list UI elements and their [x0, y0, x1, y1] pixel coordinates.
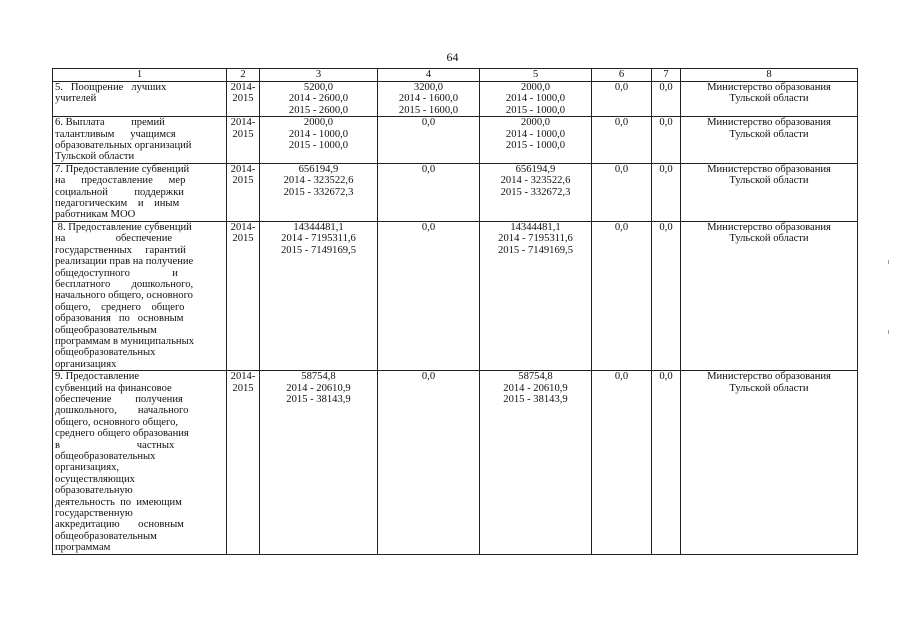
amount-line: 2014 - 7195311,6	[498, 233, 573, 245]
executor-line: Тульской области	[729, 93, 809, 105]
amount-line: 0,0	[421, 221, 436, 233]
measure-name-line: реализации прав на получение	[55, 256, 194, 268]
amount-line: 2015 - 1000,0	[288, 140, 349, 152]
measure-name-line: бесплатного дошкольного,	[55, 278, 194, 290]
measure-name-line: на обеспечение	[55, 233, 173, 245]
amount-cell-col6: 0,0	[592, 117, 652, 164]
column-header-2: 2	[227, 69, 260, 82]
table-body	[53, 82, 858, 555]
measure-name-cell	[53, 371, 227, 555]
measure-name-line: программам	[55, 542, 111, 554]
column-header-5: 5	[480, 69, 592, 82]
amount-line: 2014 - 2600,0	[288, 93, 349, 105]
measure-name-line: образовательных организаций	[55, 140, 192, 152]
amount-line: 0,0	[421, 117, 436, 129]
column-header-7: 7	[652, 69, 681, 82]
amount-line: 2015 - 38143,9	[286, 393, 351, 405]
period-line: 2015	[232, 128, 254, 140]
executor-line: Министерство образования	[707, 221, 831, 233]
measure-name-cell	[53, 117, 227, 164]
amount-cell-col3	[260, 117, 378, 164]
amount-cell-col6: 0,0	[592, 221, 652, 370]
measure-name-line: обеспечение получения	[55, 393, 183, 405]
amount-cell-col3	[260, 371, 378, 555]
amount-line: 2015 - 2600,0	[288, 104, 349, 116]
executor-line: Тульской области	[729, 175, 809, 187]
measure-name-line: субвенций на финансовое	[55, 382, 172, 394]
amount-line: 2015 - 1600,0	[398, 104, 459, 116]
amount-cell-col6: 0,0	[592, 82, 652, 117]
table-row	[53, 371, 858, 555]
amount-line: 0,0	[421, 163, 436, 175]
amount-cell-col4	[378, 117, 480, 164]
measure-name-line: учителей	[55, 93, 97, 105]
amount-cell-col7: 0,0	[652, 221, 681, 370]
measure-name-line: общеобразовательных	[55, 347, 156, 359]
measure-name-line: общеобразовательным	[55, 530, 157, 542]
amount-line: 3200,0	[413, 82, 444, 93]
measure-name-cell	[53, 221, 227, 370]
period-line: 2014-	[230, 82, 256, 93]
amount-line: 2015 - 332672,3	[500, 186, 571, 198]
executor-cell	[681, 371, 858, 555]
measure-name-line: Тульской области	[55, 151, 135, 163]
amount-cell-col3	[260, 82, 378, 117]
amount-cell-col7: 0,0	[652, 82, 681, 117]
amount-line: 2000,0	[303, 117, 334, 129]
amount-cell-col6: 0,0	[592, 163, 652, 221]
amount-cell-col4	[378, 221, 480, 370]
measure-name-line: социальной поддержки	[55, 186, 184, 198]
amount-cell-col5	[480, 117, 592, 164]
executor-cell	[681, 82, 858, 117]
executor-line: Тульской области	[729, 382, 809, 394]
amount-cell-col5	[480, 163, 592, 221]
period-cell	[227, 371, 260, 555]
amount-line: 2015 - 38143,9	[503, 393, 568, 405]
period-cell	[227, 221, 260, 370]
amount-line: 2014 - 1000,0	[505, 93, 566, 105]
column-header-1: 1	[53, 69, 227, 82]
table-row	[53, 221, 858, 370]
amount-cell-col7: 0,0	[652, 117, 681, 164]
period-line: 2015	[232, 382, 254, 394]
measure-name-line: педагогическим и иным	[55, 198, 180, 210]
measure-name-line: программам в муниципальных	[55, 335, 194, 347]
table-row	[53, 163, 858, 221]
measure-name-line: 7. Предоставление субвенций	[55, 163, 190, 175]
period-line: 2015	[232, 93, 254, 105]
amount-line: 14344481,1	[510, 221, 561, 233]
amount-line: 2014 - 7195311,6	[281, 233, 356, 245]
edge-mark	[888, 330, 889, 334]
amount-cell-col4	[378, 163, 480, 221]
executor-cell	[681, 163, 858, 221]
amount-cell-col7: 0,0	[652, 371, 681, 555]
measure-name-line: аккредитацию основным	[55, 519, 184, 531]
measure-name-line: талантливым учащимся	[55, 128, 176, 140]
period-cell	[227, 163, 260, 221]
amount-line: 2015 - 7149169,5	[280, 244, 357, 256]
column-header-3: 3	[260, 69, 378, 82]
measure-name-line: 8. Предоставление субвенций	[55, 221, 192, 233]
period-line: 2015	[232, 233, 254, 245]
amount-line: 2015 - 332672,3	[283, 186, 354, 198]
measure-name-line: начального общего, основного	[55, 290, 193, 302]
header-row	[53, 69, 858, 82]
amount-line: 0,0	[421, 371, 436, 383]
edge-mark	[888, 260, 889, 264]
measure-name-line: общеобразовательных	[55, 451, 156, 462]
amount-cell-col7: 0,0	[652, 163, 681, 221]
amount-line: 2014 - 323522,6	[283, 175, 354, 187]
measure-name-line: образования по основным	[55, 313, 184, 325]
measure-name-line: осуществляющих	[55, 473, 135, 485]
measure-name-cell	[53, 163, 227, 221]
period-line: 2014-	[230, 117, 256, 129]
amount-line: 14344481,1	[293, 221, 344, 233]
amount-line: 2000,0	[520, 117, 551, 129]
executor-line: Министерство образования	[707, 371, 831, 383]
executor-cell	[681, 221, 858, 370]
period-cell	[227, 117, 260, 164]
measure-name-line: деятельность по имеющим	[55, 496, 182, 508]
page-number: 64	[446, 50, 459, 64]
measure-name-line: на предоставление мер	[55, 175, 186, 187]
amount-cell-col5	[480, 82, 592, 117]
measure-name-line: в частных	[55, 439, 175, 451]
amount-line: 2014 - 1000,0	[505, 128, 566, 140]
table-row	[53, 117, 858, 164]
column-header-4: 4	[378, 69, 480, 82]
amount-line: 2014 - 323522,6	[500, 175, 571, 187]
amount-line: 2014 - 1600,0	[398, 93, 459, 105]
measure-name-line: общеобразовательным	[55, 324, 157, 336]
measure-name-line: дошкольного, начального	[55, 405, 189, 417]
period-cell	[227, 82, 260, 117]
measure-name-line: образовательную	[55, 485, 133, 497]
measure-name-line: общего, среднего общего	[55, 301, 185, 313]
measure-name-line: организациях,	[55, 462, 120, 474]
amount-cell-col3	[260, 163, 378, 221]
amount-line: 656194,9	[298, 163, 339, 175]
executor-cell	[681, 117, 858, 164]
executor-line: Министерство образования	[707, 117, 831, 129]
amount-line: 2014 - 20610,9	[503, 382, 568, 394]
measure-name-line: 6. Выплата премий	[55, 117, 165, 129]
amount-line: 2014 - 20610,9	[286, 382, 351, 394]
measure-name-line: 5. Поощрение лучших	[55, 82, 167, 93]
period-line: 2014-	[230, 163, 256, 175]
amount-line: 2014 - 1000,0	[288, 128, 349, 140]
amount-cell-col3	[260, 221, 378, 370]
measure-name-line: государственных гарантий	[55, 244, 186, 256]
executor-line: Министерство образования	[707, 82, 831, 93]
amount-cell-col5	[480, 221, 592, 370]
measure-name-line: среднего общего образования	[55, 428, 189, 440]
executor-line: Министерство образования	[707, 163, 831, 175]
column-header-6: 6	[592, 69, 652, 82]
amount-line: 58754,8	[301, 371, 336, 383]
measure-name-line: общедоступного и	[55, 267, 178, 279]
amount-cell-col4	[378, 82, 480, 117]
executor-line: Тульской области	[729, 233, 809, 245]
program-table	[52, 68, 858, 555]
executor-line: Тульской области	[729, 128, 809, 140]
amount-line: 58754,8	[518, 371, 553, 383]
measure-name-cell	[53, 82, 227, 117]
amount-line: 2000,0	[520, 82, 551, 93]
amount-cell-col6: 0,0	[592, 371, 652, 555]
measure-name-line: работникам МОО	[55, 209, 136, 221]
measure-name-line: общего, основного общего,	[55, 416, 179, 428]
period-line: 2015	[232, 175, 254, 187]
amount-line: 2015 - 1000,0	[505, 140, 566, 152]
measure-name-line: 9. Предоставление	[55, 371, 140, 383]
table-row	[53, 82, 858, 117]
period-line: 2014-	[230, 371, 256, 383]
amount-line: 5200,0	[303, 82, 334, 93]
measure-name-line: организациях	[55, 358, 117, 370]
amount-cell-col5	[480, 371, 592, 555]
period-line: 2014-	[230, 221, 256, 233]
column-header-8: 8	[681, 69, 858, 82]
amount-cell-col4	[378, 371, 480, 555]
amount-line: 656194,9	[515, 163, 556, 175]
amount-line: 2015 - 1000,0	[505, 104, 566, 116]
amount-line: 2015 - 7149169,5	[497, 244, 574, 256]
measure-name-line: государственную	[55, 508, 133, 520]
